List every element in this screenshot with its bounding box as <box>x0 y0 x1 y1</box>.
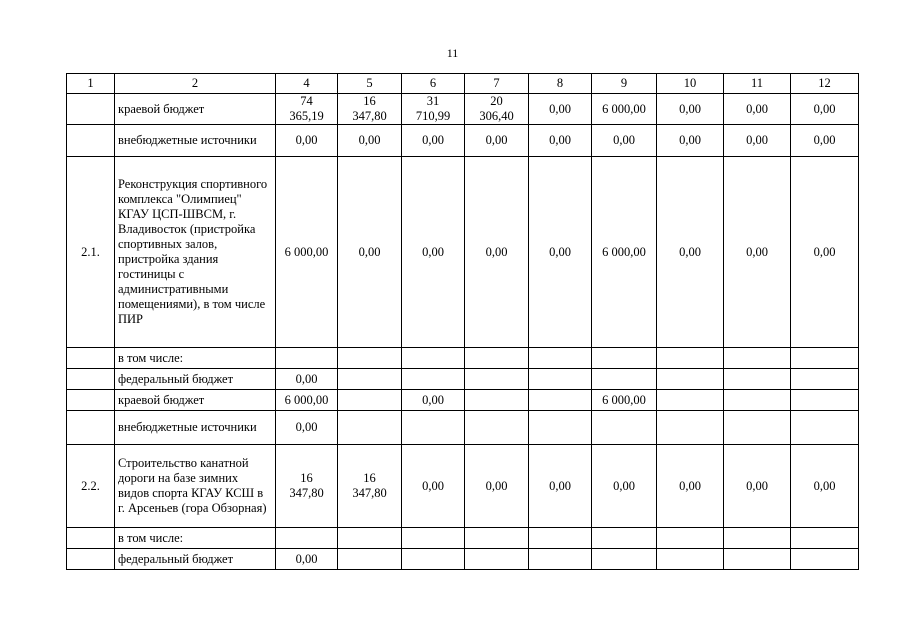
page-number: 11 <box>446 46 459 60</box>
value-cell: 6 000,00 <box>276 157 338 348</box>
table-row <box>67 549 859 570</box>
value-cell <box>465 549 529 570</box>
value-cell <box>276 528 338 549</box>
header-cell: 10 <box>657 74 724 94</box>
header-cell: 5 <box>338 74 402 94</box>
value-cell: 0,00 <box>791 125 859 157</box>
value-cell: 0,00 <box>724 94 791 125</box>
row-number-cell <box>67 549 115 570</box>
value-cell: 0,00 <box>657 445 724 528</box>
header-cell: 1 <box>67 74 115 94</box>
value-cell: 20 306,40 <box>465 94 529 125</box>
header-cell: 7 <box>465 74 529 94</box>
row-number-cell <box>67 348 115 369</box>
value-cell: 0,00 <box>724 157 791 348</box>
value-cell: 6 000,00 <box>592 157 657 348</box>
value-cell <box>465 348 529 369</box>
value-cell: 0,00 <box>465 445 529 528</box>
header-cell: 8 <box>529 74 592 94</box>
value-cell <box>529 411 592 445</box>
value-cell <box>402 411 465 445</box>
table-row <box>67 157 859 348</box>
value-cell <box>402 528 465 549</box>
value-cell: 74 365,19 <box>276 94 338 125</box>
row-name-cell: федеральный бюджет <box>115 549 276 570</box>
value-cell <box>338 411 402 445</box>
row-number-cell <box>67 528 115 549</box>
value-cell <box>657 411 724 445</box>
value-cell: 0,00 <box>465 125 529 157</box>
value-cell: 0,00 <box>724 445 791 528</box>
value-cell: 0,00 <box>791 445 859 528</box>
value-cell: 0,00 <box>592 125 657 157</box>
value-cell: 0,00 <box>529 157 592 348</box>
value-cell <box>592 549 657 570</box>
row-number-cell: 2.1. <box>67 157 115 348</box>
value-cell <box>724 348 791 369</box>
value-cell <box>724 411 791 445</box>
value-cell <box>657 348 724 369</box>
value-cell <box>592 411 657 445</box>
budget-table <box>66 73 859 570</box>
row-number-cell <box>67 94 115 125</box>
value-cell: 0,00 <box>791 94 859 125</box>
value-cell: 0,00 <box>402 157 465 348</box>
value-cell <box>529 549 592 570</box>
value-cell: 16 347,80 <box>276 445 338 528</box>
value-cell <box>338 528 402 549</box>
row-number-cell: 2.2. <box>67 445 115 528</box>
value-cell: 6 000,00 <box>592 94 657 125</box>
value-cell <box>791 348 859 369</box>
value-cell: 0,00 <box>529 125 592 157</box>
header-cell: 4 <box>276 74 338 94</box>
table-body <box>67 94 859 570</box>
table-row <box>67 94 859 125</box>
value-cell: 0,00 <box>529 445 592 528</box>
value-cell <box>338 549 402 570</box>
value-cell: 6 000,00 <box>592 390 657 411</box>
value-cell: 16 347,80 <box>338 94 402 125</box>
value-cell <box>402 369 465 390</box>
value-cell: 0,00 <box>276 549 338 570</box>
value-cell <box>592 369 657 390</box>
value-cell: 0,00 <box>657 125 724 157</box>
table-row <box>67 125 859 157</box>
header-cell: 9 <box>592 74 657 94</box>
value-cell <box>724 528 791 549</box>
row-name-cell: краевой бюджет <box>115 94 276 125</box>
value-cell: 0,00 <box>791 157 859 348</box>
row-name-cell: федеральный бюджет <box>115 369 276 390</box>
row-number-cell <box>67 411 115 445</box>
row-name-cell: в том числе: <box>115 348 276 369</box>
value-cell <box>657 549 724 570</box>
value-cell: 0,00 <box>529 94 592 125</box>
value-cell <box>724 390 791 411</box>
value-cell <box>724 549 791 570</box>
value-cell: 0,00 <box>724 125 791 157</box>
value-cell <box>657 390 724 411</box>
value-cell <box>338 369 402 390</box>
row-name-cell: внебюджетные источники <box>115 411 276 445</box>
value-cell <box>402 549 465 570</box>
value-cell <box>338 390 402 411</box>
value-cell: 0,00 <box>402 390 465 411</box>
value-cell <box>657 528 724 549</box>
value-cell <box>276 348 338 369</box>
value-cell <box>465 369 529 390</box>
value-cell: 0,00 <box>402 125 465 157</box>
value-cell: 0,00 <box>276 125 338 157</box>
value-cell <box>529 348 592 369</box>
value-cell <box>402 348 465 369</box>
table-row <box>67 369 859 390</box>
row-number-cell <box>67 390 115 411</box>
value-cell <box>791 390 859 411</box>
row-name-cell: краевой бюджет <box>115 390 276 411</box>
header-cell: 6 <box>402 74 465 94</box>
value-cell: 0,00 <box>402 445 465 528</box>
value-cell: 0,00 <box>465 157 529 348</box>
row-number-cell <box>67 369 115 390</box>
value-cell: 0,00 <box>338 157 402 348</box>
value-cell <box>724 369 791 390</box>
value-cell <box>791 411 859 445</box>
value-cell <box>657 369 724 390</box>
table-header-row <box>67 74 859 94</box>
value-cell: 0,00 <box>276 369 338 390</box>
row-name-cell: в том числе: <box>115 528 276 549</box>
value-cell: 0,00 <box>657 94 724 125</box>
row-name-cell: Строительство канатной дороги на базе зимних видов спорта КГАУ КСШ в г. Арсеньев (гора Обзорная) <box>115 445 276 528</box>
row-name-cell: внебюджетные источники <box>115 125 276 157</box>
header-cell: 12 <box>791 74 859 94</box>
table-row <box>67 445 859 528</box>
value-cell: 0,00 <box>276 411 338 445</box>
value-cell <box>592 348 657 369</box>
header-cell: 2 <box>115 74 276 94</box>
value-cell <box>338 348 402 369</box>
table-row <box>67 528 859 549</box>
value-cell <box>465 390 529 411</box>
value-cell <box>529 528 592 549</box>
value-cell: 16 347,80 <box>338 445 402 528</box>
value-cell: 0,00 <box>338 125 402 157</box>
value-cell <box>465 411 529 445</box>
value-cell <box>529 390 592 411</box>
table-row <box>67 348 859 369</box>
value-cell <box>791 528 859 549</box>
value-cell <box>791 369 859 390</box>
value-cell: 31 710,99 <box>402 94 465 125</box>
value-cell <box>592 528 657 549</box>
table-row <box>67 411 859 445</box>
value-cell: 0,00 <box>657 157 724 348</box>
value-cell <box>791 549 859 570</box>
row-name-cell: Реконструкция спортивного комплекса "Олимпиец" КГАУ ЦСП-ШВСМ, г. Владивосток (пристройка спортивных залов, пристройка здания гостиницы с административными помещениями), в том числе ПИР <box>115 157 276 348</box>
header-cell: 11 <box>724 74 791 94</box>
value-cell: 6 000,00 <box>276 390 338 411</box>
table-row <box>67 390 859 411</box>
value-cell <box>529 369 592 390</box>
row-number-cell <box>67 125 115 157</box>
value-cell <box>465 528 529 549</box>
value-cell: 0,00 <box>592 445 657 528</box>
